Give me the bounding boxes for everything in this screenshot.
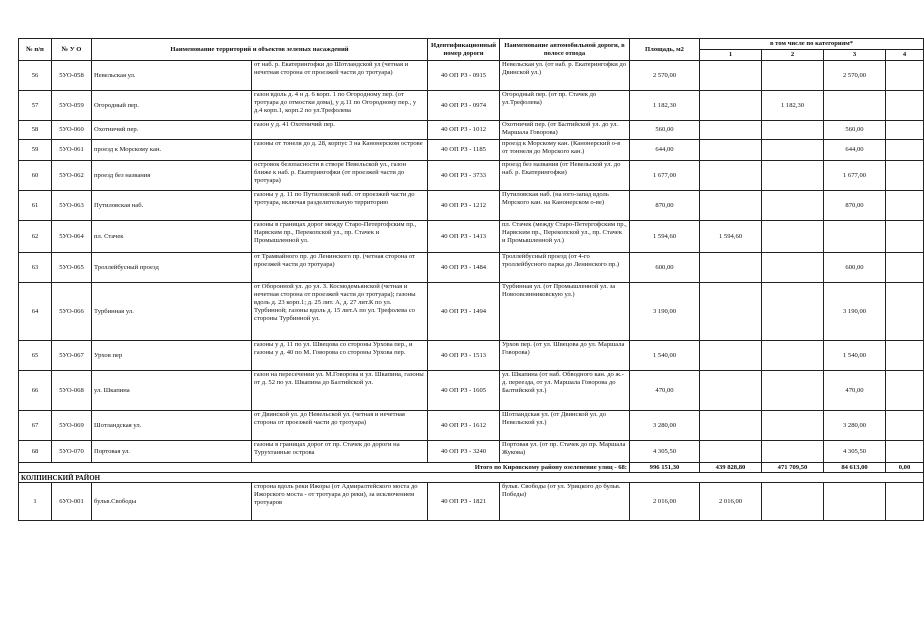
register-sheet	[18, 38, 924, 521]
cat-2	[762, 341, 824, 371]
total-label: Итого по Кировскому району озеленение улиц - 68:	[19, 463, 630, 473]
cat-4	[886, 61, 924, 91]
road-id: 40 ОП РЗ - 1012	[428, 121, 500, 140]
uo-code: 5УО-068	[52, 371, 92, 411]
road-id: 40 ОП РЗ - 1513	[428, 341, 500, 371]
object-description: от Оборонной ул. до ул. З. Космодемьянской (четная и нечетная сторона от проезжей части до тротуара); газоны вдоль д. 23 корп.1; д. 25 лит. А, д. 27 лит.К по ул. Турбинной; газоны вдоль д. 15 лит.А по ул. Трефолева со стороны Турбинной ул.	[252, 283, 428, 341]
object-name: пл. Стачек	[92, 221, 252, 253]
cat-4	[886, 221, 924, 253]
object-description: газоны от тонеля до д. 28, корпус 3 на Канонерском острове	[252, 140, 428, 161]
header-cat-2: 2	[762, 50, 824, 61]
object-description: от Трамвайного пр. до Ленинского пр. (четная сторона от проезжей части до тротуара)	[252, 253, 428, 283]
cat-4	[886, 483, 924, 521]
road-id: 40 ОП РЗ - 1612	[428, 411, 500, 441]
cat-1	[700, 140, 762, 161]
road-name: Невельская ул. (от наб. р. Екатерингофки до Двинской ул.)	[500, 61, 630, 91]
object-name: проезд к Морскому кан.	[92, 140, 252, 161]
cat-2	[762, 441, 824, 463]
road-name: пл. Стачек (между Старо-Петергофским пр., Нарвским пр., Перекопской ул., пр. Стачек и Промышленной ул.)	[500, 221, 630, 253]
cat-1	[700, 191, 762, 221]
uo-code: 5УО-064	[52, 221, 92, 253]
row-number: 61	[19, 191, 52, 221]
cat-3: 3 280,00	[824, 411, 886, 441]
uo-code: 5УО-063	[52, 191, 92, 221]
table-row	[19, 121, 924, 140]
row-number: 66	[19, 371, 52, 411]
road-id: 40 ОП РЗ - 1821	[428, 483, 500, 521]
cat-3	[824, 483, 886, 521]
cat-1	[700, 161, 762, 191]
road-id: 40 ОП РЗ - 1484	[428, 253, 500, 283]
road-name: проезд без названия (от Невельской ул. до наб. р. Екатерингофки)	[500, 161, 630, 191]
total-cat-4: 0,00	[886, 463, 924, 473]
table-row	[19, 91, 924, 121]
cat-4	[886, 253, 924, 283]
area: 2 570,00	[630, 61, 700, 91]
road-id: 40 ОП РЗ - 0974	[428, 91, 500, 121]
cat-1	[700, 341, 762, 371]
cat-3: 470,00	[824, 371, 886, 411]
cat-2	[762, 121, 824, 140]
cat-1: 1 594,60	[700, 221, 762, 253]
cat-1: 2 016,00	[700, 483, 762, 521]
cat-3: 4 305,50	[824, 441, 886, 463]
uo-code: 6УО-001	[52, 483, 92, 521]
header-uo: № У О	[52, 39, 92, 61]
cat-2	[762, 140, 824, 161]
cat-2	[762, 191, 824, 221]
total-cat-1: 439 828,80	[700, 463, 762, 473]
header-road: Наименование автомобильной дороги, в полосе отвода	[500, 39, 630, 61]
object-name: Шотландская ул.	[92, 411, 252, 441]
road-id: 40 ОП РЗ - 1212	[428, 191, 500, 221]
uo-code: 5УО-060	[52, 121, 92, 140]
area: 1 182,30	[630, 91, 700, 121]
table-row	[19, 221, 924, 253]
road-name: Троллейбусный проезд (от 4-го троллейбусного парка до Ленинского пр.)	[500, 253, 630, 283]
table-row	[19, 411, 924, 441]
road-name: ул. Шкапина (от наб. Обводного кан. до ж.-д. переезда, от ул. Маршала Говорова до Балтийской ул.)	[500, 371, 630, 411]
area: 870,00	[630, 191, 700, 221]
road-id: 40 ОП РЗ - 3733	[428, 161, 500, 191]
table-row	[19, 253, 924, 283]
road-id: 40 ОП РЗ - 1494	[428, 283, 500, 341]
object-name: Турбинная ул.	[92, 283, 252, 341]
table-row	[19, 140, 924, 161]
road-id: 40 ОП РЗ - 1413	[428, 221, 500, 253]
table-row	[19, 341, 924, 371]
cat-2: 1 182,30	[762, 91, 824, 121]
table-row	[19, 441, 924, 463]
object-description: газоны в границах дорог между Старо-Петергофским пр., Нарвским пр., Перекопской ул., пр. Стачек и Промышленной ул.	[252, 221, 428, 253]
cat-3	[824, 221, 886, 253]
uo-code: 5УО-058	[52, 61, 92, 91]
row-number: 67	[19, 411, 52, 441]
cat-1	[700, 121, 762, 140]
table-row	[19, 161, 924, 191]
area: 1 540,00	[630, 341, 700, 371]
road-name: бульв. Свободы (от ул. Урицкого до бульв. Победы)	[500, 483, 630, 521]
cat-2	[762, 283, 824, 341]
cat-4	[886, 191, 924, 221]
row-number: 56	[19, 61, 52, 91]
object-name: Урхов пер	[92, 341, 252, 371]
object-description: островок безопасности в створе Невельской ул., газон ближе к наб. р. Екатерингофки (от проезжей части до тротуара)	[252, 161, 428, 191]
header-cat-1: 1	[700, 50, 762, 61]
cat-2	[762, 371, 824, 411]
cat-2	[762, 61, 824, 91]
object-name: Путиловская наб.	[92, 191, 252, 221]
cat-1	[700, 253, 762, 283]
road-name: Турбинная ул. (от Промышленной ул. за Новоовсянниковскую ул.)	[500, 283, 630, 341]
cat-4	[886, 283, 924, 341]
cat-1	[700, 91, 762, 121]
area: 1 677,00	[630, 161, 700, 191]
area: 600,00	[630, 253, 700, 283]
object-name: Охотничий пер.	[92, 121, 252, 140]
cat-1	[700, 411, 762, 441]
row-number: 68	[19, 441, 52, 463]
area: 560,00	[630, 121, 700, 140]
road-name: Огородный пер. (от пр. Стачек до ул.Трефолева)	[500, 91, 630, 121]
total-area: 996 151,30	[630, 463, 700, 473]
row-number: 63	[19, 253, 52, 283]
row-number: 60	[19, 161, 52, 191]
object-description: от наб. р. Екатерингофки до Шотландской ул (четная и нечетная сторона от проезжей части до тротуара)	[252, 61, 428, 91]
road-id: 40 ОП РЗ - 0915	[428, 61, 500, 91]
table-row	[19, 191, 924, 221]
cat-4	[886, 161, 924, 191]
cat-3: 560,00	[824, 121, 886, 140]
cat-4	[886, 91, 924, 121]
area: 2 016,00	[630, 483, 700, 521]
table-row	[19, 283, 924, 341]
total-cat-3: 84 613,00	[824, 463, 886, 473]
header-name: Наименование территорий и объектов зеленых насаждений	[92, 39, 428, 61]
row-number: 59	[19, 140, 52, 161]
total-cat-2: 471 709,50	[762, 463, 824, 473]
row-number: 1	[19, 483, 52, 521]
cat-1	[700, 441, 762, 463]
cat-3: 600,00	[824, 253, 886, 283]
district-title: КОЛПИНСКИЙ РАЙОН	[19, 473, 924, 483]
table-header	[19, 39, 924, 61]
cat-3	[824, 91, 886, 121]
object-name: Огородный пер.	[92, 91, 252, 121]
area: 3 280,00	[630, 411, 700, 441]
object-name: Портовая ул.	[92, 441, 252, 463]
cat-3: 1 677,00	[824, 161, 886, 191]
header-cat-4: 4	[886, 50, 924, 61]
row-number: 57	[19, 91, 52, 121]
object-description: газон на пересечении ул. М.Говорова и ул. Шкапина, газоны от д. 52 по ул. Шкапина до Балтийской ул.	[252, 371, 428, 411]
area: 470,00	[630, 371, 700, 411]
uo-code: 5УО-061	[52, 140, 92, 161]
cat-1	[700, 283, 762, 341]
header-id: Идентификационный номер дороги	[428, 39, 500, 61]
row-number: 62	[19, 221, 52, 253]
object-name: Невельская ул.	[92, 61, 252, 91]
cat-4	[886, 411, 924, 441]
object-name: бульв.Свободы	[92, 483, 252, 521]
area: 4 305,50	[630, 441, 700, 463]
header-cat-3: 3	[824, 50, 886, 61]
object-description: от Двинской ул. до Невельской ул. (четная и нечетная сторона от проезжей части до тротуара)	[252, 411, 428, 441]
road-id: 40 ОП РЗ - 1605	[428, 371, 500, 411]
cat-4	[886, 341, 924, 371]
cat-3: 2 570,00	[824, 61, 886, 91]
road-name: Путиловская наб. (на юго-запад вдоль Морского кан. на Канонерском о-ве)	[500, 191, 630, 221]
cat-2	[762, 411, 824, 441]
uo-code: 5УО-070	[52, 441, 92, 463]
cat-3: 3 190,00	[824, 283, 886, 341]
object-description: газон вдоль д. 4 н д. 6 корп. 1 по Огородному пер. (от тротуара до отмостки дома), у д.11 по Огородному пер., у д.4 корп.1, корп.2 по ул.Трефолева	[252, 91, 428, 121]
cat-3: 644,00	[824, 140, 886, 161]
uo-code: 5УО-065	[52, 253, 92, 283]
uo-code: 5УО-066	[52, 283, 92, 341]
object-description: сторона вдоль реки Ижоры (от Адмиралтейского моста до Ижорского моста - от тротуара до реки), за исключением тротуаров	[252, 483, 428, 521]
row-number: 64	[19, 283, 52, 341]
cat-3: 1 540,00	[824, 341, 886, 371]
area: 644,00	[630, 140, 700, 161]
road-name: Портовая ул. (от пр. Стачек до пр. Маршала Жукова)	[500, 441, 630, 463]
cat-4	[886, 371, 924, 411]
cat-4	[886, 121, 924, 140]
object-name: проезд без названия	[92, 161, 252, 191]
cat-2	[762, 483, 824, 521]
cat-2	[762, 253, 824, 283]
object-name: Троллейбусный проезд	[92, 253, 252, 283]
cat-4	[886, 441, 924, 463]
row-number: 65	[19, 341, 52, 371]
table-summary	[19, 463, 924, 483]
header-num: № п/п	[19, 39, 52, 61]
road-name: Шотландская ул. (от Двинской ул. до Невельской ул.)	[500, 411, 630, 441]
header-area: Площадь, м2	[630, 39, 700, 61]
cat-4	[886, 140, 924, 161]
uo-code: 5УО-069	[52, 411, 92, 441]
cat-3: 870,00	[824, 191, 886, 221]
uo-code: 5УО-062	[52, 161, 92, 191]
cat-1	[700, 61, 762, 91]
cat-1	[700, 371, 762, 411]
road-name: Урхов пер. (от ул. Швецова до ул. Маршала Говорова)	[500, 341, 630, 371]
total-row	[19, 463, 924, 473]
district-row	[19, 473, 924, 483]
object-description: газон у д. 41 Охотничий пер.	[252, 121, 428, 140]
road-name: Охотничий пер. (от Балтийской ул. до ул. Маршала Говорова)	[500, 121, 630, 140]
greenery-table	[18, 38, 924, 521]
uo-code: 5УО-059	[52, 91, 92, 121]
road-name: проезд к Морскому кан. (Канонерский о-в от тоннеля до Морского кан.)	[500, 140, 630, 161]
area: 3 190,00	[630, 283, 700, 341]
table-row	[19, 371, 924, 411]
object-description: газоны у д. 11 по Путиловской наб. от проезжей части до тротуара, включая разделительную территорию	[252, 191, 428, 221]
table-body-kolpinsky	[19, 483, 924, 521]
table-row	[19, 61, 924, 91]
object-description: газоны у д. 11 по ул. Швецова со стороны Урхова пер., и газоны у д. 40 по М. Говорова со стороны Урхова пер.	[252, 341, 428, 371]
table-body-kirovsky	[19, 61, 924, 463]
area: 1 594,60	[630, 221, 700, 253]
header-categories: в том числе по категориям*	[700, 39, 924, 50]
road-id: 40 ОП РЗ - 1185	[428, 140, 500, 161]
cat-2	[762, 221, 824, 253]
object-description: газоны в границах дорог от пр. Стачек до дороги на Турухтанные острова	[252, 441, 428, 463]
road-id: 40 ОП РЗ - 3240	[428, 441, 500, 463]
row-number: 58	[19, 121, 52, 140]
uo-code: 5УО-067	[52, 341, 92, 371]
cat-2	[762, 161, 824, 191]
table-row	[19, 483, 924, 521]
object-name: ул. Шкапина	[92, 371, 252, 411]
